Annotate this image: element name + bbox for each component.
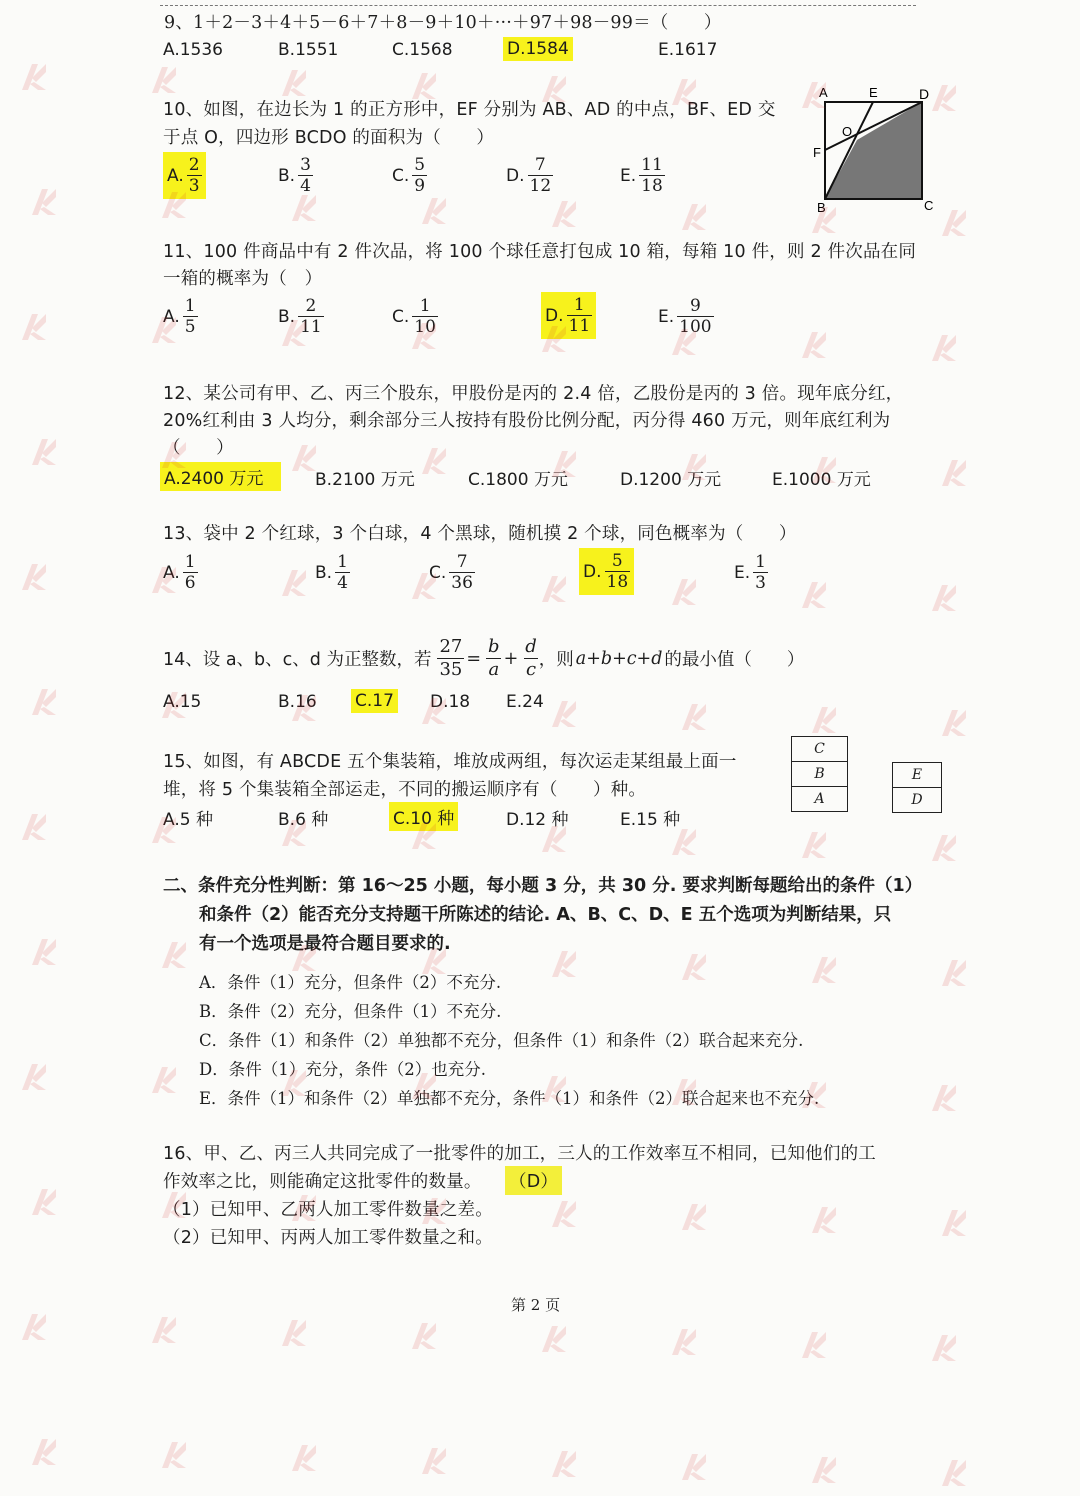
watermark-mark-icon [280,66,308,100]
q14-fraction-27-35 [437,636,464,681]
q11-option-a-fraction [183,296,198,337]
q13-option-e-fraction [753,552,768,593]
watermark-logo [800,828,870,868]
q10-option-b-num: 3 [300,155,311,175]
q11-option-c-letter: C. [392,306,410,327]
q10-option-d-letter: D. [506,165,525,186]
q14-f3-num: d [525,636,537,657]
q11-option-e-num: 9 [689,296,701,316]
watermark-logo [680,1450,750,1490]
container-b: B [792,762,847,787]
watermark-logo [550,1447,620,1487]
watermark-mark-icon [280,1316,308,1350]
q11-option-e-fraction [677,296,713,337]
q14-fraction-b-a [486,636,502,681]
watermark-mark-icon [810,703,838,737]
watermark-logo [940,1206,1010,1246]
watermark-mark-icon [800,328,828,362]
watermark-logo [550,947,620,987]
q14-plus: + [503,648,519,669]
watermark-mark-icon [30,685,58,719]
watermark-mark-icon [20,1310,48,1344]
q11-option-d-den: 11 [568,316,591,336]
label-a: A [819,85,828,100]
label-f: F [813,145,821,160]
q10-option-d-den: 12 [529,176,552,196]
watermark-logo [930,831,1000,871]
q14-f3-den: c [525,659,537,680]
watermark-logo [410,1319,480,1359]
q14-f2-num: b [488,636,500,657]
q14-f1-den: 35 [439,659,463,680]
watermark-logo [810,1203,880,1243]
q10-option-a [163,152,206,199]
rule-c: C．条件（1）和条件（2）单独都不充分，但条件（1）和条件（2）联合起来充分. [199,1031,804,1050]
shaded-quad-bcdo [825,102,922,199]
watermark-mark-icon [30,435,58,469]
q13-option-e-num: 1 [755,552,766,572]
q13-line1: 13、袋中 2 个红球，3 个白球，4 个黑球，随机摸 2 个球，同色概率为（ ） [163,524,797,544]
watermark-mark-icon [30,1185,58,1219]
watermark-logo [550,697,620,737]
q11-option-c [392,296,438,337]
q10-line1: 10、如图，在边长为 1 的正方形中，EF 分别为 AB、AD 的中点，BF、ED 交 [163,100,776,120]
q9-option-e: E.1617 [658,40,718,60]
q10-option-a-letter: A. [167,165,184,186]
watermark-mark-icon [670,1325,698,1359]
q14-option-b: B.16 [278,692,317,712]
watermark-logo [800,578,870,618]
q15-line1: 15、如图，有 ABCDE 五个集装箱，堆放成两组，每次运走某组最上面一 [163,752,737,772]
section2-title-line2: 和条件（2）能否充分支持题干所陈述的结论. A、B、C、D、E 五个选项为判断结果，只 [199,905,892,925]
q13-option-a-num: 1 [184,552,196,572]
q10-option-e-fraction [639,155,665,196]
rule-e: E．条件（1）和条件（2）单独都不充分，条件（1）和条件（2）联合起来也不充分. [199,1089,820,1108]
watermark-mark-icon [800,578,828,612]
watermark-logo [670,575,740,615]
watermark-logo [150,1313,220,1353]
q12-option-c: C.1800 万元 [468,470,568,490]
q11-line2: 一箱的概率为（ ） [163,269,323,289]
q10-option-e-letter: E. [620,165,637,186]
q14-f1-num: 27 [439,636,463,657]
q9-option-a: A.1536 [163,40,223,60]
q13-option-b-fraction [335,552,350,593]
watermark-logo [550,1197,620,1237]
watermark-mark-icon [940,1206,968,1240]
q13-option-d [579,548,634,595]
q13-option-d-fraction [605,551,631,592]
section2-title-line3: 有一个选项是最符合题目要求的. [199,934,451,954]
q11-option-e-den: 100 [679,317,712,337]
q13-option-d-letter: D. [583,561,602,582]
watermark-logo [20,1310,90,1350]
watermark-mark-icon [20,60,48,94]
watermark-mark-icon [550,1197,578,1231]
q14-fraction-d-c [523,636,539,681]
q12-line2: 20%红利由 3 人均分，剩余部分三人按持有股份比例分配，丙分得 460 万元，则年底红利为 [163,411,891,431]
q14-stem [163,636,804,681]
q13-option-a-fraction [183,552,198,593]
watermark-logo [20,1060,90,1100]
watermark-mark-icon [280,566,308,600]
watermark-mark-icon [540,572,568,606]
watermark-logo [540,1322,610,1362]
q10-square-figure [805,82,945,214]
watermark-mark-icon [800,828,828,862]
q13-option-a-den: 6 [184,573,196,593]
watermark-logo [20,810,90,850]
q11-line1: 11、100 件商品中有 2 件次品，将 100 个球任意打包成 10 箱，每箱 10 件，则 2 件次品在同 [163,242,917,262]
watermark-mark-icon [540,1322,568,1356]
container-c: C [792,737,847,762]
q11-option-b-fraction [298,296,324,337]
q16-line2: 作效率之比，则能确定这批零件的数量。 [163,1172,482,1192]
watermark-logo [290,191,360,231]
watermark-mark-icon [680,1200,708,1234]
q11-option-a-num: 1 [184,296,196,316]
q10-option-b [278,155,313,196]
watermark-logo [30,1185,100,1225]
q11-option-b-letter: B. [278,306,296,327]
q9-text: 9、1＋2－3＋4＋5－6＋7＋8－9＋10＋···＋97＋98－99＝（ ） [164,13,722,33]
watermark-logo [940,206,1010,246]
watermark-mark-icon [940,456,968,490]
watermark-mark-icon [680,950,708,984]
watermark-mark-icon [420,444,448,478]
watermark-mark-icon [20,310,48,344]
q10-option-a-num: 2 [188,155,200,175]
watermark-mark-icon [290,441,318,475]
watermark-logo [420,194,490,234]
watermark-logo [20,560,90,600]
watermark-logo [20,60,90,100]
q15-option-e: E.15 种 [620,810,681,830]
q13-option-a-letter: A. [163,562,180,583]
q10-option-a-fraction [187,155,202,196]
watermark-logo [670,825,740,865]
q15-option-b: B.6 种 [278,810,329,830]
q14-suffix: 的最小值（ ） [664,650,805,670]
watermark-logo [680,200,750,240]
watermark-mark-icon [20,560,48,594]
q13-option-e-den: 3 [755,573,766,593]
container-e: E [893,763,941,788]
q10-option-e-num: 11 [641,155,663,175]
q15-option-c-highlighted: C.10 种 [389,802,458,831]
q13-option-a [163,552,198,593]
watermark-mark-icon [800,1328,828,1362]
watermark-mark-icon [160,1438,188,1472]
q13-option-b [315,552,350,593]
q10-option-c-fraction [412,155,427,196]
q11-option-c-fraction [412,296,438,337]
q13-option-c-letter: C. [429,562,447,583]
watermark-mark-icon [550,197,578,231]
q11-option-a-letter: A. [163,306,180,327]
watermark-mark-icon [150,1313,178,1347]
q16-answer-highlighted: （D） [505,1166,562,1195]
watermark-mark-icon [30,935,58,969]
q11-option-a [163,296,198,337]
q12-option-d: D.1200 万元 [620,470,722,490]
q10-option-c-den: 9 [414,176,426,196]
watermark-logo [810,1453,880,1493]
watermark-mark-icon [420,194,448,228]
q11-option-c-den: 10 [414,317,436,337]
q10-line2: 于点 O，四边形 BCDO 的面积为（ ） [163,128,495,148]
watermark-mark-icon [810,1453,838,1487]
q13-option-d-num: 5 [611,551,623,571]
watermark-logo [800,1328,870,1368]
watermark-logo [940,456,1010,496]
watermark-mark-icon [410,1319,438,1353]
q10-option-d [506,155,553,196]
watermark-mark-icon [940,956,968,990]
watermark-logo [930,1331,1000,1371]
q13-option-b-num: 1 [337,552,348,572]
watermark-mark-icon [30,185,58,219]
watermark-logo [940,1456,1010,1496]
watermark-mark-icon [670,825,698,859]
container-a: A [814,791,825,807]
q16-condition-1: （1）已知甲、乙两人加工零件数量之差。 [163,1200,493,1220]
q14-option-a: A.15 [163,692,202,712]
container-d: D [911,792,923,808]
page-number: 第 2 页 [511,1296,561,1314]
watermark-mark-icon [680,700,708,734]
q10-option-c [392,155,427,196]
watermark-logo [800,328,870,368]
q11-option-d [541,292,596,339]
watermark-logo [940,956,1010,996]
section2-title-line1: 二、条件充分性判断：第 16～25 小题，每小题 3 分，共 30 分. 要求判断每题给出的条件（1） [163,876,923,896]
watermark-logo [680,950,750,990]
q11-option-b-den: 11 [300,317,322,337]
watermark-mark-icon [930,331,958,365]
q10-option-e-den: 18 [641,176,663,196]
q13-option-b-letter: B. [315,562,333,583]
watermark-mark-icon [670,575,698,609]
q11-option-d-letter: D. [545,305,564,326]
watermark-logo [940,706,1010,746]
watermark-mark-icon [810,953,838,987]
watermark-logo [680,700,750,740]
label-e: E [869,85,878,100]
watermark-mark-icon [160,938,188,972]
q10-option-c-num: 5 [414,155,426,175]
rule-d: D．条件（1）充分，条件（2）也充分. [199,1060,486,1079]
watermark-mark-icon [150,1063,178,1097]
watermark-mark-icon [30,1435,58,1469]
q10-option-b-den: 4 [300,176,311,196]
q10-option-c-letter: C. [392,165,410,186]
watermark-mark-icon [420,1444,448,1478]
watermark-logo [930,581,1000,621]
q11-option-c-num: 1 [419,296,431,316]
q12-option-e: E.1000 万元 [772,470,871,490]
q10-option-d-num: 7 [534,155,546,175]
q10-option-b-letter: B. [278,165,296,186]
container-stack-1 [791,736,848,812]
q11-option-d-num: 1 [573,295,585,315]
q14-prefix: 14、设 a、b、c、d 为正整数，若 [163,650,432,670]
q13-option-c-num: 7 [456,552,468,572]
q11-option-a-den: 5 [184,317,196,337]
watermark-logo [680,1200,750,1240]
watermark-logo [670,1325,740,1365]
q10-option-d-fraction [528,155,554,196]
q12-line3: （ ） [163,438,234,458]
container-stack-2 [892,762,942,813]
q13-option-c [429,552,475,593]
q11-option-d-fraction [567,295,593,336]
q13-option-e-letter: E. [734,562,751,583]
watermark-mark-icon [550,1447,578,1481]
watermark-mark-icon [680,1450,708,1484]
rule-a: A．条件（1）充分，但条件（2）不充分. [199,973,502,992]
watermark-mark-icon [550,947,578,981]
q14-equals: = [466,648,482,669]
q15-line2: 堆，将 5 个集装箱全部运走，不同的搬运顺序有（ ）种。 [163,780,647,800]
q15-option-a: A.5 种 [163,810,213,830]
top-dashed-rule [160,5,916,6]
q14-option-d: D.18 [430,692,471,712]
watermark-logo [30,1435,100,1475]
q16-condition-2: （2）已知甲、丙两人加工零件数量之和。 [163,1228,493,1248]
watermark-mark-icon [290,1441,318,1475]
q11-option-b-num: 2 [305,296,317,316]
q13-option-c-fraction [449,552,475,593]
q11-option-e [658,296,714,337]
q13-option-b-den: 4 [337,573,348,593]
watermark-mark-icon [550,697,578,731]
q13-option-e [734,552,768,593]
q15-option-d: D.12 种 [506,810,569,830]
watermark-logo [280,1316,350,1356]
watermark-logo [30,435,100,475]
watermark-mark-icon [680,200,708,234]
watermark-mark-icon [930,1081,958,1115]
q14-option-c-highlighted: C.17 [351,689,398,713]
label-b: B [817,200,826,214]
watermark-logo [30,935,100,975]
q14-f2-den: a [488,659,500,680]
watermark-mark-icon [810,1203,838,1237]
watermark-mark-icon [20,1060,48,1094]
q10-option-b-fraction [298,155,313,196]
watermark-mark-icon [930,831,958,865]
q14-option-e: E.24 [506,692,544,712]
q9-option-b: B.1551 [278,40,339,60]
watermark-mark-icon [930,581,958,615]
watermark-mark-icon [930,1331,958,1365]
label-o: O [842,124,853,139]
watermark-mark-icon [150,63,178,97]
q9-option-c: C.1568 [392,40,453,60]
watermark-mark-icon [940,706,968,740]
q10-option-a-den: 3 [188,176,200,196]
q11-option-e-letter: E. [658,306,675,327]
q14-then: ，则 [538,650,574,670]
q10-option-e [620,155,665,196]
watermark-logo [160,1438,230,1478]
q12-option-a-highlighted: A.2400 万元 [160,462,281,491]
q12-option-b: B.2100 万元 [315,470,415,490]
label-d: D [919,86,930,102]
watermark-logo [290,1441,360,1481]
watermark-logo [20,310,90,350]
q13-option-c-den: 36 [451,573,473,593]
watermark-mark-icon [940,1456,968,1490]
q14-expression: a+b+c+d [575,648,663,669]
watermark-logo [810,953,880,993]
q9-option-d-highlighted: D.1584 [503,37,573,61]
watermark-logo [30,685,100,725]
watermark-logo [420,1444,490,1484]
q13-option-d-den: 18 [606,572,629,592]
watermark-logo [930,1081,1000,1121]
watermark-mark-icon [20,810,48,844]
watermark-logo [30,185,100,225]
q11-option-b [278,296,324,337]
label-c: C [924,198,934,213]
rule-b: B．条件（2）充分，但条件（1）不充分. [199,1002,502,1021]
watermark-logo [930,331,1000,371]
q12-line1: 12、某公司有甲、乙、丙三个股东，甲股份是丙的 2.4 倍，乙股份是丙的 3 倍。现年底分红， [163,384,904,404]
watermark-logo [550,197,620,237]
watermark-mark-icon [290,191,318,225]
q16-line1: 16、甲、乙、丙三人共同完成了一批零件的加工，三人的工作效率互不相同，已知他们的工 [163,1144,876,1164]
